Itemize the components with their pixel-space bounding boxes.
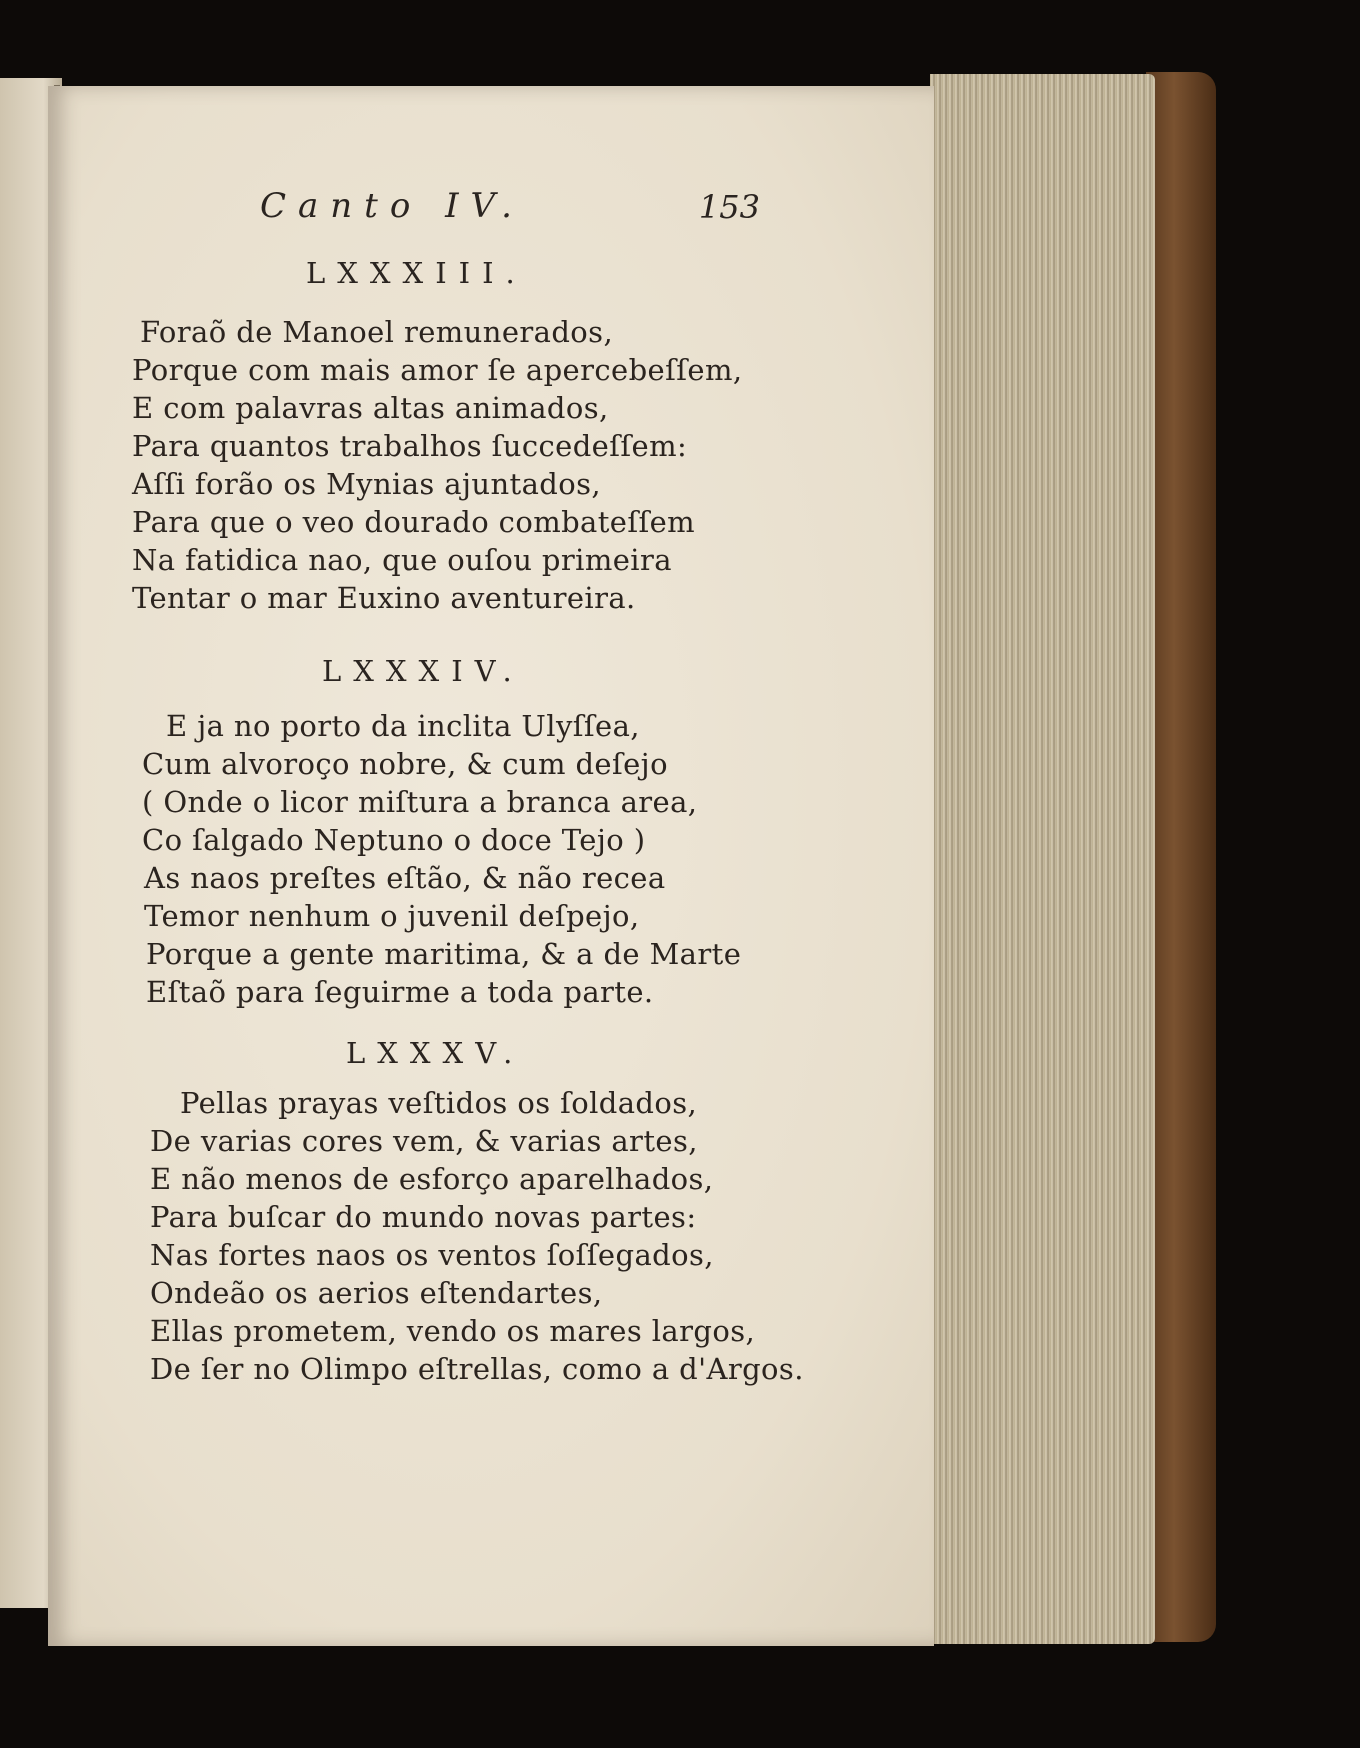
verse-line: Co ſalgado Neptuno o doce Tejo ) (142, 823, 646, 857)
stanza-heading: LXXXIV. (322, 654, 524, 688)
page-number: 153 (698, 188, 760, 226)
verse-line: Para quantos trabalhos ſuccedeſſem: (132, 429, 688, 463)
leather-binding (1146, 72, 1216, 1642)
verse-line: Pellas prayas veſtidos os ſoldados, (180, 1086, 698, 1120)
stanza-lxxxv (150, 1084, 804, 1388)
stanza-lxxxiv (136, 707, 741, 1011)
verse-line: Nas fortes naos os ventos ſoſſegados, (150, 1238, 714, 1272)
verse-line: Para que o veo dourado combateſſem (132, 505, 696, 539)
verse-line: E ja no porto da inclita Ulyſſea, (166, 709, 640, 743)
verse-line: De varias cores vem, & varias artes, (150, 1124, 698, 1158)
running-head (260, 186, 760, 230)
verse-line: ( Onde o licor miſtura a branca area, (142, 785, 698, 819)
verse-line: Ondeão os aerios eſtendartes, (150, 1276, 603, 1310)
verse-line: Aſſi forão os Mynias ajuntados, (132, 467, 602, 501)
stanza-heading: LXXXIII. (306, 256, 527, 290)
canto-title: Canto IV. (260, 186, 524, 226)
verse-line: Eſtaõ para ſeguirme a toda parte. (146, 975, 654, 1009)
verse-line: Ellas prometem, vendo os mares largos, (150, 1314, 756, 1348)
verse-line: Na fatidica nao, que ouſou primeira (132, 543, 672, 577)
verse-line: Foraõ de Manoel remunerados, (140, 315, 614, 349)
verse-line: Tentar o mar Euxino aventureira. (132, 581, 636, 615)
verse-line: E não menos de esforço aparelhados, (150, 1162, 714, 1196)
page-fore-edge (930, 74, 1155, 1644)
verse-line: Porque a gente maritima, & a de Marte (146, 937, 742, 971)
stanza-heading: LXXXV. (346, 1036, 525, 1070)
verse-line: Para buſcar do mundo novas partes: (150, 1200, 697, 1234)
verse-line: As naos preſtes eſtão, & não recea (144, 861, 666, 895)
verse-line: Porque com mais amor ſe apercebeſſem, (132, 353, 743, 387)
verse-line: Temor nenhum o juvenil deſpejo, (144, 899, 640, 933)
verse-line: E com palavras altas animados, (132, 391, 609, 425)
verse-line: De ſer no Olimpo eſtrellas, como a d'Argos. (150, 1352, 804, 1386)
verse-line: Cum alvoroço nobre, & cum deſejo (142, 747, 668, 781)
stanza-lxxxiii (132, 313, 742, 617)
